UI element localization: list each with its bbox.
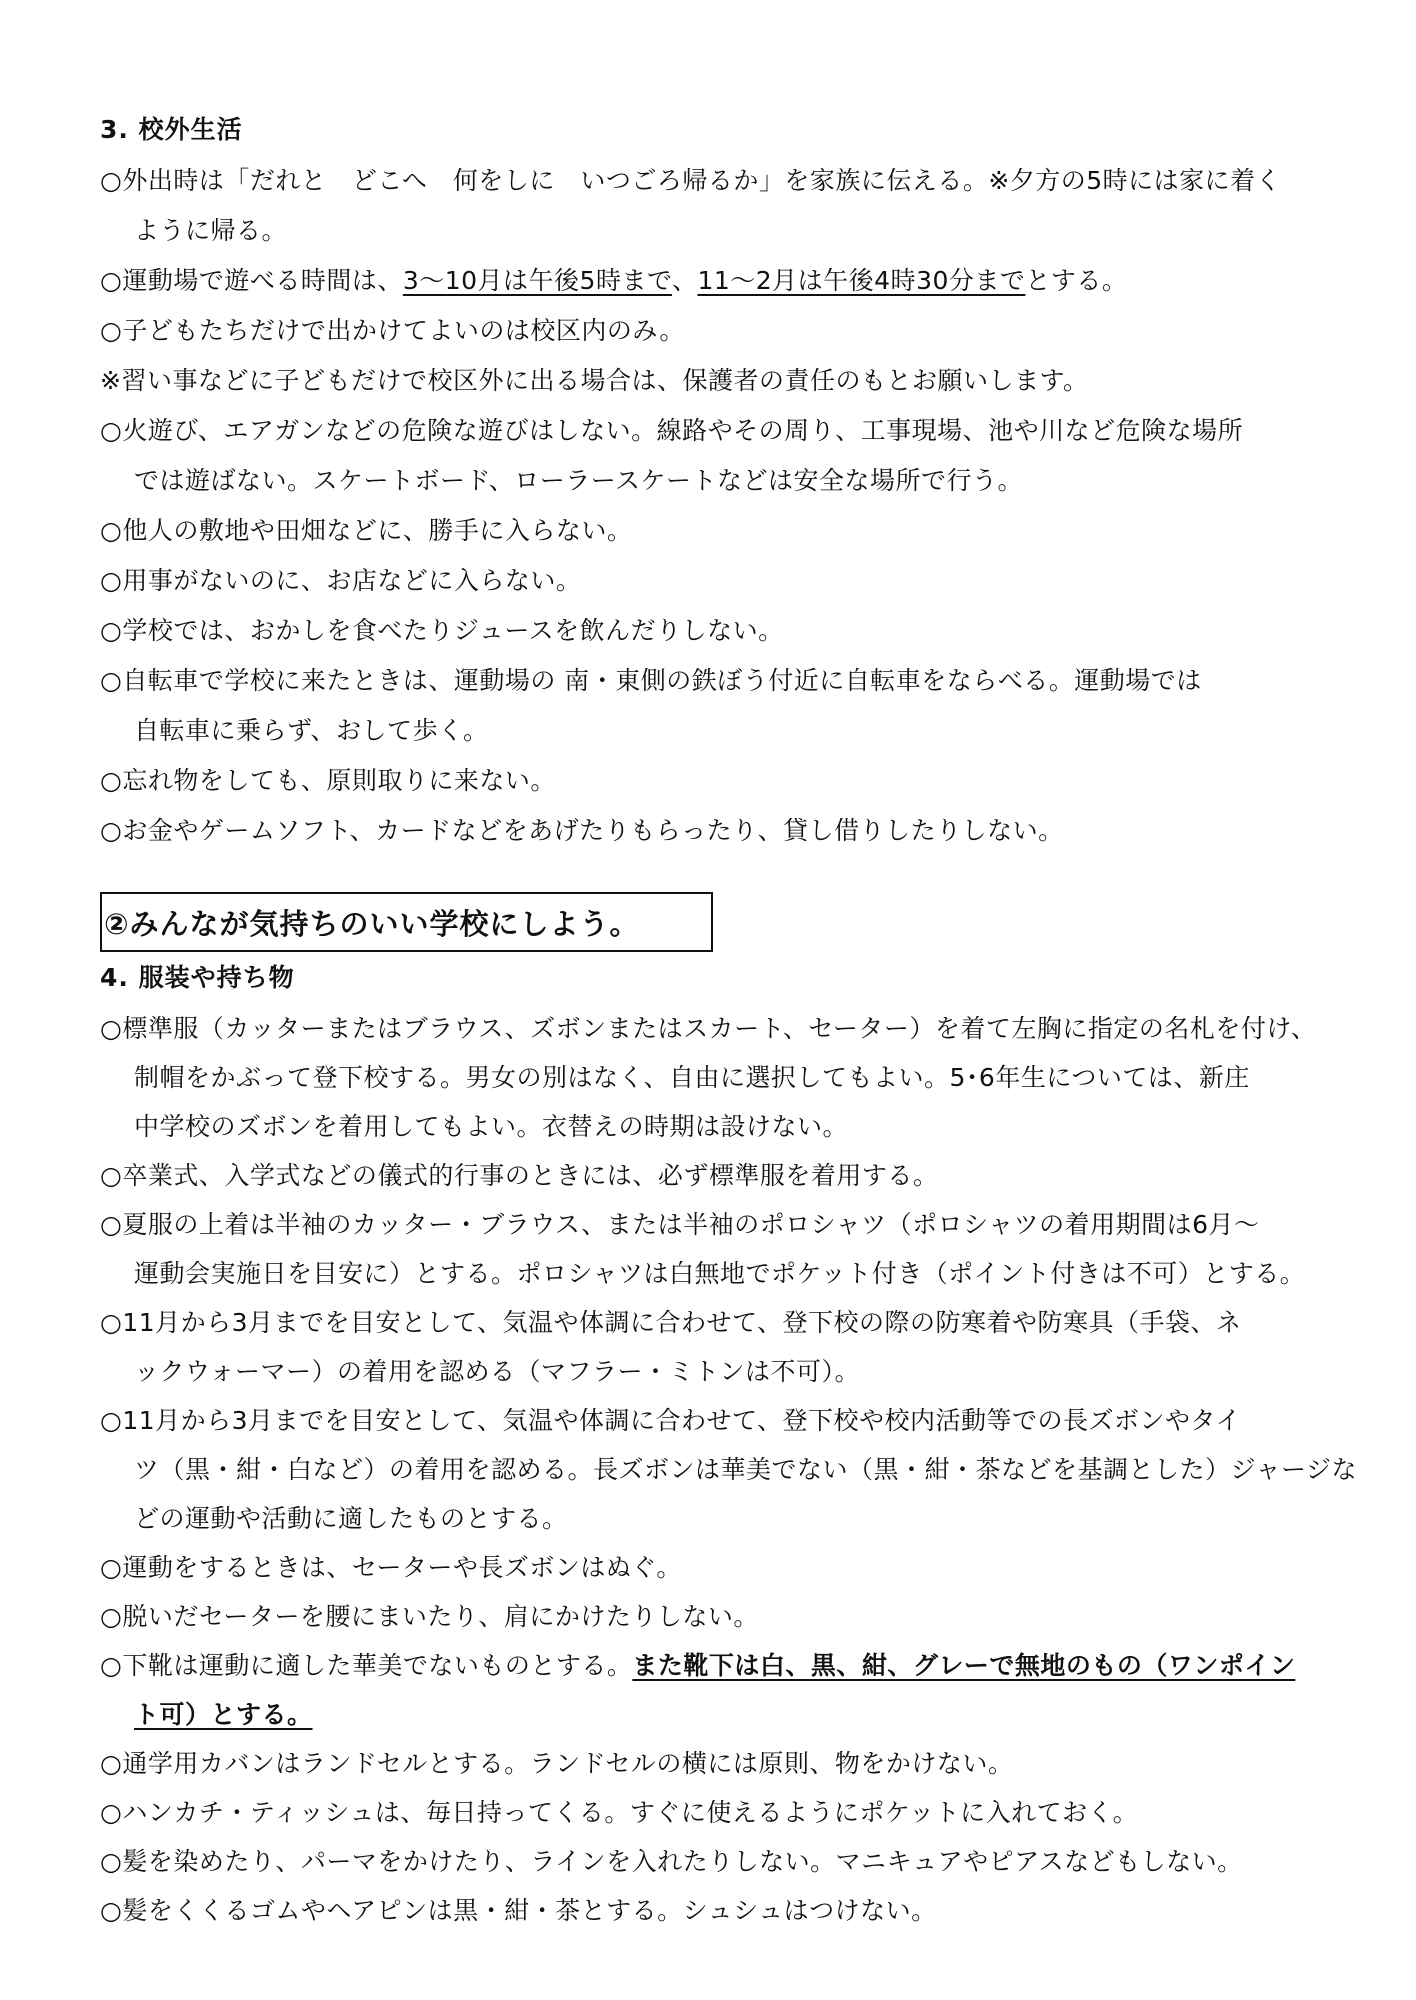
section-3-heading: 3. 校外生活 [100,115,243,144]
rule-line: ○夏服の上着は半袖のカッター・ブラウス、または半袖のポロシャツ（ポロシャツの着用期間は6月～ [100,1210,1260,1239]
rule-item: ○通学用カバンはランドセルとする。ランドセルの横には原則、物をかけない。 [100,1749,1014,1778]
rule-text: とする。 [1025,266,1128,295]
rule-item: ○子どもたちだけで出かけてよいのは校区内のみ。 [100,316,685,345]
underlined-text: 11～2月は午後4時30分まで [697,266,1026,295]
rule-item [100,656,1330,756]
rule-line-continued: 自転車に乗らず、おして歩く。 [134,716,489,745]
spacer [100,856,1330,892]
section-4-list [100,1004,1358,1935]
document-page [100,104,1358,1935]
rule-line: ○自転車で学校に来たときは、運動場の 南・東側の鉄ぼう付近に自転車をならべる。運動場では [100,666,1202,695]
goal-banner: ②みんなが気持ちのいい学校にしよう。 [100,892,713,952]
rule-item [100,1298,1330,1396]
rule-line-continued: 中学校のズボンを着用してもよい。衣替えの時期は設けない。 [134,1112,849,1141]
rule-item: ○髪を染めたり、パーマをかけたり、ラインを入れたりしない。マニキュアやピアスなどもしない。 [100,1847,1243,1876]
rule-item: ○脱いだセーターを腰にまいたり、肩にかけたりしない。 [100,1602,759,1631]
section-4-heading: 4. 服装や持ち物 [100,963,295,992]
underlined-bold-text: また靴下は白、黒、紺、グレーで無地のもの（ワンポイン [632,1651,1296,1680]
rule-line-continued: では遊ばない。スケートボード、ローラースケートなどは安全な場所で行う。 [134,466,1024,495]
rule-item: ○お金やゲームソフト、カードなどをあげたりもらったり、貸し借りしたりしない。 [100,816,1064,845]
rule-item: ○学校では、おかしを食べたりジュースを飲んだりしない。 [100,616,784,645]
rule-line-continued: ように帰る。 [134,216,288,245]
rule-item: ○髪をくくるゴムやヘアピンは黒・紺・茶とする。シュシュはつけない。 [100,1896,937,1925]
rule-line: ○標準服（カッターまたはブラウス、ズボンまたはスカート、セーター）を着て左胸に指定の名札を付け、 [100,1014,1317,1043]
rule-item: ○運動をするときは、セーターや長ズボンはぬぐ。 [100,1553,682,1582]
rule-text: ○運動場で遊べる時間は、 [100,266,403,295]
section-3-list [100,156,1330,856]
note-item: ※習い事などに子どもだけで校区外に出る場合は、保護者の責任のもとお願いします。 [100,366,1089,395]
rule-line: ○火遊び、エアガンなどの危険な遊びはしない。線路やその周り、工事現場、池や川など危険な場所 [100,416,1244,445]
rule-item [100,1004,1330,1151]
rule-item: ○他人の敷地や田畑などに、勝手に入らない。 [100,516,633,545]
rule-item: ○卒業式、入学式などの儀式的行事のときには、必ず標準服を着用する。 [100,1161,939,1190]
rule-line-continued: ツ（黒・紺・白など）の着用を認める。長ズボンは華美でない（黒・紺・茶などを基調とした）ジャージな [134,1455,1358,1484]
rule-item-socks [100,1641,1330,1739]
rule-item [100,406,1330,506]
rule-line [100,1641,1330,1690]
underlined-text: 3～10月は午後5時まで [402,266,672,295]
rule-line-continued: どの運動や活動に適したものとする。 [134,1504,568,1533]
rule-item: ○用事がないのに、お店などに入らない。 [100,566,582,595]
rule-line: ○外出時は「だれと どこへ 何をしに いつごろ帰るか」を家族に伝える。※夕方の5時には家に着く [100,166,1282,195]
rule-text: 、 [671,266,698,295]
rule-item-playtime [100,256,1330,306]
rule-line: ○11月から3月までを目安として、気温や体調に合わせて、登下校の際の防寒着や防寒具（手袋、ネ [100,1308,1242,1337]
rule-line-continued: 制帽をかぶって登下校する。男女の別はなく、自由に選択してもよい。5･6年生については、新庄 [134,1063,1250,1092]
rule-line: ○11月から3月までを目安として、気温や体調に合わせて、登下校や校内活動等での長ズボンやタイ [100,1406,1242,1435]
rule-item: ○忘れ物をしても、原則取りに来ない。 [100,766,556,795]
rule-item [100,156,1330,256]
rule-line-continued [100,1690,1330,1739]
rule-item: ○ハンカチ・ティッシュは、毎日持ってくる。すぐに使えるようにポケットに入れておく。 [100,1798,1139,1827]
rule-line-continued: ックウォーマー）の着用を認める（マフラー・ミトンは不可）。 [134,1357,861,1386]
underlined-bold-text: ト可）とする。 [134,1700,313,1729]
rule-line-continued: 運動会実施日を目安に）とする。ポロシャツは白無地でポケット付き（ポイント付きは不可）とする。 [134,1259,1306,1288]
rule-text: ○下靴は運動に適した華美でないものとする。 [100,1651,633,1680]
rule-item [100,1200,1330,1298]
rule-item [100,1396,1358,1543]
